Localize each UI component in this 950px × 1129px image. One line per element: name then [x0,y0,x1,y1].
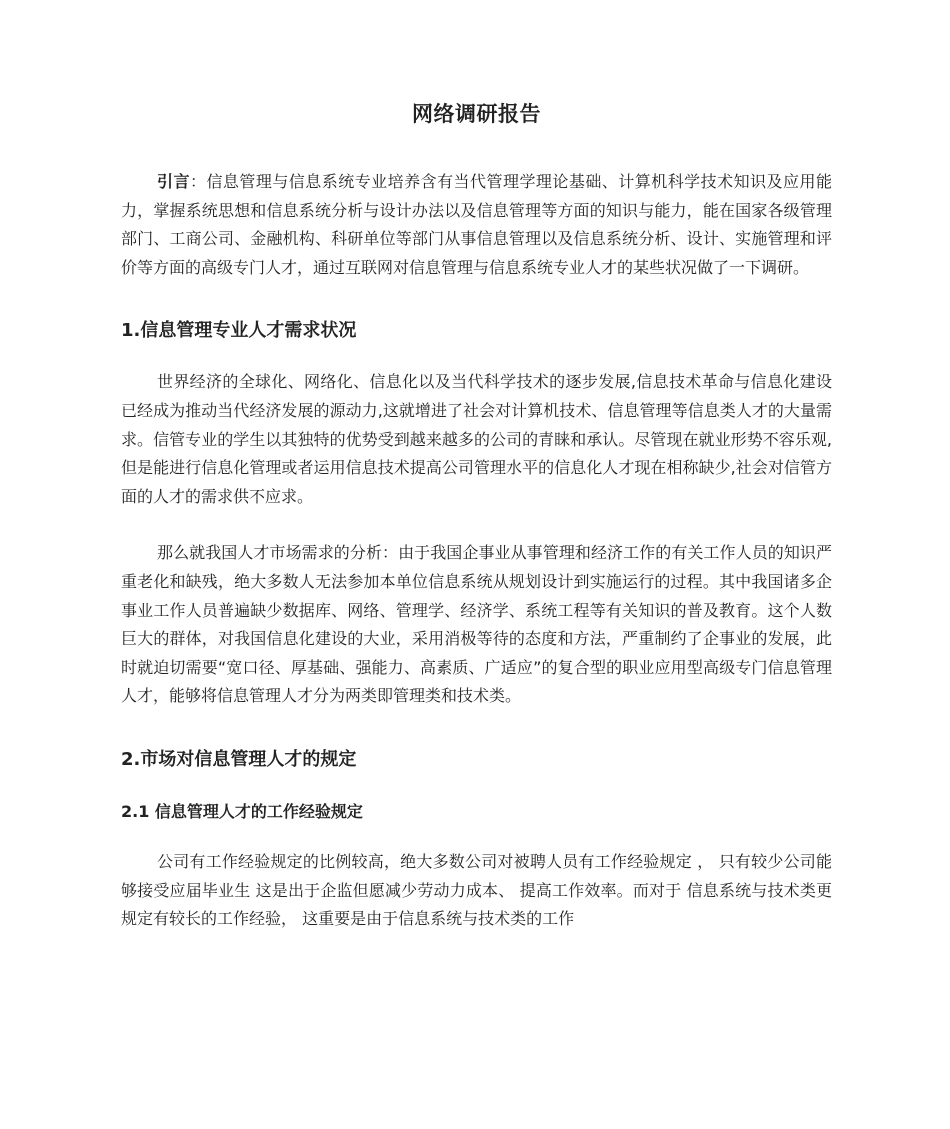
intro-paragraph [121,168,832,282]
section1-paragraph-2: 那么就我国人才市场需求的分析：由于我国企事业从事管理和经济工作的有关工作人员的知识严重老化和缺残，绝大多数人无法参加本单位信息系统从规划设计到实施运行的过程。其中我国诸多企事业工作人员普遍缺少数据库、网络、管理学、经济学、系统工程等有关知识的普及教育。这个人数巨大的群体，对我国信息化建设的大业，采用消极等待的态度和方法，严重制约了企事业的发展，此时就迫切需要“宽口径、厚基础、强能力、高素质、广适应”的复合型的职业应用型高级专门信息管理人才，能够将信息管理人才分为两类即管理类和技术类。 [121,543,832,706]
intro-text: 信息管理与信息系统专业培养含有当代管理学理论基础、计算机科学技术知识及应用能力，掌握系统思想和信息系统分析与设计办法以及信息管理等方面的知识与能力，能在国家各级管理部门、工商公司、金融机构、科研单位等部门从事信息管理以及信息系统分析、设计、实施管理和评价等方面的高级专门人才，通过互联网对信息管理与信息系统专业人才的某些状况做了一下调研。 [121,172,832,277]
section1-heading: 1.信息管理专业人才需求状况 [121,320,357,342]
document-title: 网络调研报告 [412,102,541,126]
intro-separator: ： [189,172,207,191]
subsection-2-1-heading: 2.1 信息管理人才的工作经验规定 [121,801,363,821]
subsection-2-1-paragraph: 公司有工作经验规定的比例较高，绝大多数公司对被聘人员有工作经验规定 ， 只有较少公司能够接受应届毕业生 这是出于企监但愿减少劳动力成本、 提高工作效率。而对于 信息系统与技术类更规定有较长的工作经验， 这重要是由于信息系统与技术类的工作 [121,851,832,929]
section1-paragraph-1: 世界经济的全球化、网络化、信息化以及当代科学技术的逐步发展,信息技术革命与信息化建设已经成为推动当代经济发展的源动力,这就增进了社会对计算机技术、信息管理等信息类人才的大量需求。信管专业的学生以其独特的优势受到越来越多的公司的青睐和承认。尽管现在就业形势不容乐观,但是能进行信息化管理或者运用信息技术提高公司管理水平的信息化人才现在相称缺少,社会对信管方面的人才的需求供不应求。 [121,372,832,506]
intro-label: 引言 [157,172,190,191]
section2-heading: 2.市场对信息管理人才的规定 [121,748,357,770]
